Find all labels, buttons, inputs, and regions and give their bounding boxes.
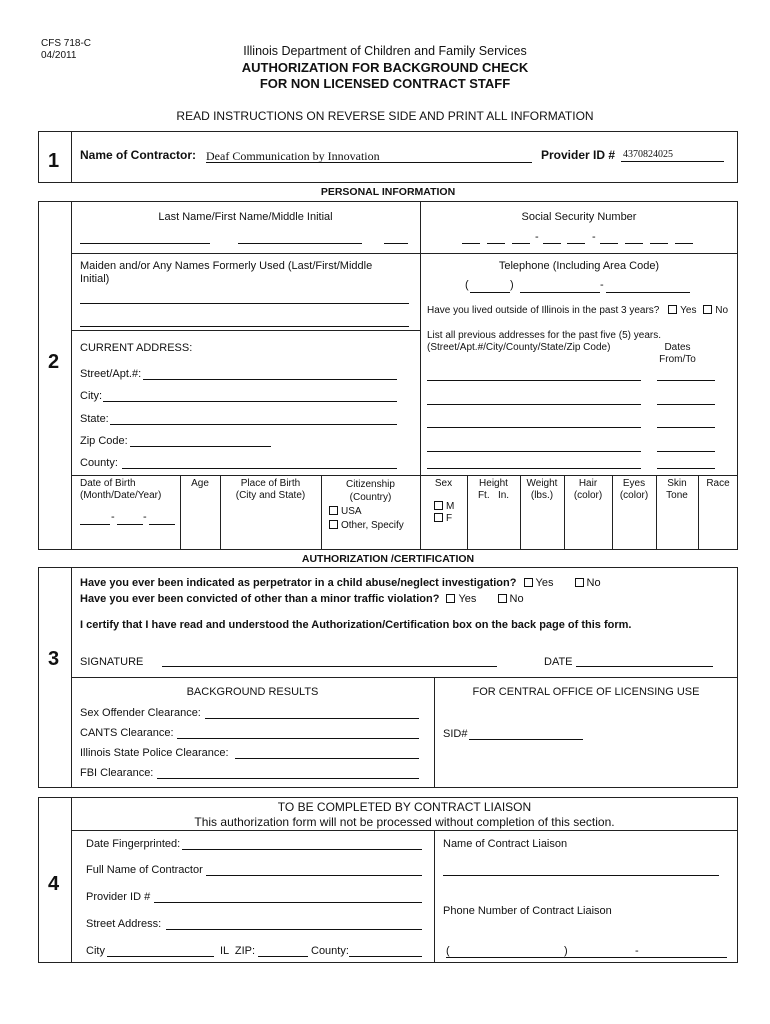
sid-field[interactable]	[469, 739, 583, 740]
abuse-yes-checkbox[interactable]	[524, 578, 533, 587]
street-address-field[interactable]	[166, 929, 422, 930]
provider-id-value[interactable]: 4370824025	[623, 149, 673, 160]
liaison-city-label: City	[86, 945, 105, 957]
provider-id-label: Provider ID #	[541, 148, 616, 162]
form-title-line2: FOR NON LICENSED CONTRACT STAFF	[259, 76, 511, 91]
full-name-label: Full Name of Contractor	[86, 864, 203, 876]
sex-offender-field[interactable]	[205, 718, 419, 719]
female-checkbox[interactable]	[434, 513, 443, 522]
sex-male: M	[434, 501, 454, 512]
instructions-note: READ INSTRUCTIONS ON REVERSE SIDE AND PRINT ALL INFORMATION	[176, 109, 594, 123]
sex-label: Sex	[434, 478, 453, 489]
contractor-label: Name of Contractor:	[80, 148, 197, 162]
citizenship-other: Other, Specify	[329, 520, 404, 531]
liaison-city-field[interactable]	[107, 956, 214, 957]
eyes-label: Eyes (color)	[619, 478, 649, 501]
conviction-no-checkbox[interactable]	[498, 594, 507, 603]
provider-id-field-2[interactable]	[154, 902, 422, 903]
first-name-field[interactable]	[238, 243, 362, 244]
date-field[interactable]	[576, 666, 713, 667]
street-address-label: Street Address:	[86, 918, 162, 930]
section3-number: 3	[48, 648, 60, 670]
signature-label: SIGNATURE	[80, 656, 144, 668]
name-label: Last Name/First Name/Middle Initial	[158, 211, 333, 223]
full-name-field[interactable]	[206, 875, 422, 876]
personal-info-heading: PERSONAL INFORMATION	[320, 186, 456, 198]
skin-tone-label: Skin Tone	[666, 478, 688, 501]
liaison-heading: TO BE COMPLETED BY CONTRACT LIAISON	[277, 800, 532, 814]
maiden-names-label: Maiden and/or Any Names Formerly Used (Last/First/Middle Initial)	[80, 260, 373, 285]
ssn-label: Social Security Number	[521, 211, 637, 223]
liaison-name-field[interactable]	[443, 875, 719, 876]
signature-field[interactable]	[162, 666, 497, 667]
last-name-field[interactable]	[80, 243, 210, 244]
form-date: 04/2011	[41, 50, 77, 61]
outside-no-checkbox[interactable]	[703, 305, 712, 314]
other-checkbox[interactable]	[329, 520, 338, 529]
liaison-subheading: This authorization form will not be processed without completion of this section.	[194, 815, 615, 829]
sex-female: F	[434, 513, 452, 524]
background-results-label: BACKGROUND RESULTS	[186, 686, 319, 698]
liaison-county-label: County:	[311, 945, 349, 957]
city-label: City:	[80, 390, 102, 402]
il-zip-field[interactable]	[258, 956, 308, 957]
liaison-phone-label: Phone Number of Contract Liaison	[443, 905, 612, 917]
section1-number: 1	[48, 150, 60, 172]
street-label: Street/Apt.#:	[80, 368, 142, 380]
liaison-name-label: Name of Contract Liaison	[443, 838, 568, 850]
age-label: Age	[191, 478, 209, 489]
zip-code-field[interactable]	[130, 446, 271, 447]
sex-offender-label: Sex Offender Clearance:	[80, 707, 201, 719]
form-id-block	[41, 38, 91, 62]
hair-label: Hair (color)	[573, 478, 603, 501]
isp-label: Illinois State Police Clearance:	[80, 747, 229, 759]
contractor-value[interactable]: Deaf Communication by Innovation	[206, 149, 380, 163]
maiden-names-field-1[interactable]	[80, 303, 409, 304]
isp-field[interactable]	[235, 758, 419, 759]
male-checkbox[interactable]	[434, 501, 443, 510]
abuse-question: Have you ever been indicated as perpetrator in a child abuse/neglect investigation? Yes No	[80, 577, 601, 589]
il-zip-label: IL ZIP:	[220, 945, 256, 957]
state-field[interactable]	[110, 424, 397, 425]
date-fingerprinted-label: Date Fingerprinted:	[86, 838, 181, 850]
middle-initial-field[interactable]	[384, 243, 408, 244]
citizenship-usa: USA	[329, 506, 362, 517]
authorization-heading: AUTHORIZATION /CERTIFICATION	[301, 553, 475, 565]
city-field[interactable]	[103, 401, 397, 402]
conviction-question: Have you ever been convicted of other than a minor traffic violation? Yes No	[80, 593, 524, 605]
provider-id-label-2: Provider ID #	[86, 891, 151, 903]
central-office-label: FOR CENTRAL OFFICE OF LICENSING USE	[472, 686, 700, 698]
date-fingerprinted-field[interactable]	[182, 849, 422, 850]
sid-label: SID#	[443, 728, 468, 740]
liaison-county-field[interactable]	[349, 956, 422, 957]
section2-number: 2	[48, 351, 60, 373]
abuse-no-checkbox[interactable]	[575, 578, 584, 587]
previous-addresses-label: List all previous addresses for the past five (5) years. (Street/Apt.#/City/County/State/Zip Code)	[427, 330, 661, 353]
place-of-birth-label: Place of Birth (City and State)	[235, 478, 306, 501]
section4-number: 4	[48, 873, 60, 895]
citizenship-label: Citizenship (Country)	[346, 479, 395, 503]
cants-field[interactable]	[177, 738, 419, 739]
dates-from-to-label: Dates From/To	[659, 342, 696, 365]
state-label: State:	[80, 413, 109, 425]
county-label: County:	[80, 457, 118, 469]
fbi-field[interactable]	[157, 778, 419, 779]
fbi-label: FBI Clearance:	[80, 767, 154, 779]
outside-illinois-question: Have you lived outside of Illinois in the past 3 years? Yes No	[427, 305, 729, 316]
weight-label: Weight (lbs.)	[526, 478, 558, 501]
street-field[interactable]	[143, 379, 397, 380]
height-label: Height Ft. In.	[477, 478, 510, 501]
conviction-yes-checkbox[interactable]	[446, 594, 455, 603]
usa-checkbox[interactable]	[329, 506, 338, 515]
form-title-line1: AUTHORIZATION FOR BACKGROUND CHECK	[241, 60, 529, 75]
form-id: CFS 718-C	[41, 38, 92, 49]
certification-statement: I certify that I have read and understood the Authorization/Certification box on the back page of this form.	[80, 619, 632, 631]
maiden-names-field-2[interactable]	[80, 326, 409, 327]
telephone-label: Telephone (Including Area Code)	[498, 260, 660, 272]
dob-label: Date of Birth (Month/Date/Year)	[80, 478, 162, 501]
zip-code-label: Zip Code:	[80, 435, 128, 447]
current-address-label: CURRENT ADDRESS:	[80, 342, 193, 354]
agency-name: Illinois Department of Children and Family Services	[243, 44, 527, 58]
county-field[interactable]	[122, 468, 397, 469]
cants-label: CANTS Clearance:	[80, 727, 174, 739]
date-label: DATE	[544, 656, 573, 668]
outside-yes-checkbox[interactable]	[668, 305, 677, 314]
race-label: Race	[706, 478, 730, 489]
